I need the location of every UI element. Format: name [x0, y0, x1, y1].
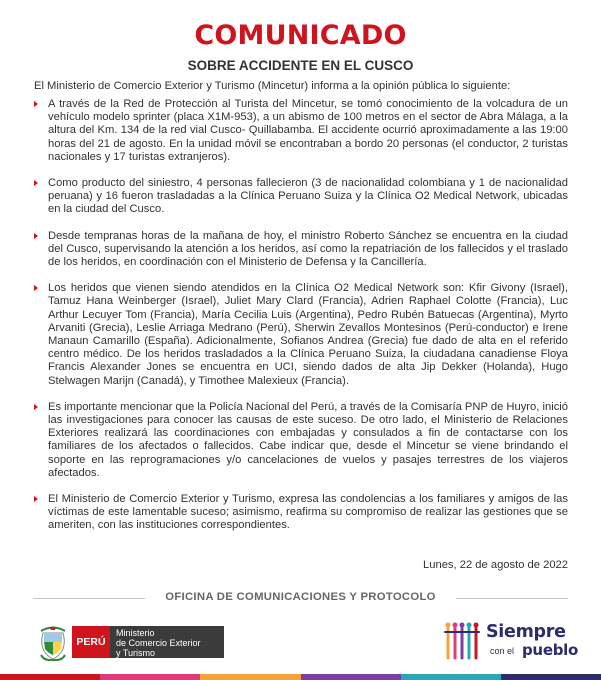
office-signature [0, 590, 601, 606]
coat-of-arms-icon [38, 625, 68, 661]
document-subtitle: SOBRE ACCIDENTE EN EL CUSCO [187, 58, 414, 73]
paragraph-text: A través de la Red de Protección al Turista del Mincetur, se tomó conocimiento de la volcadura de un vehículo modelo sprinter (placa X1M-953), a un abismo de 100 metros en el sector de Abra Málaga, a la altura del Km. 134 de la red vial Cusco- Quillabamba. El accidente ocurrió aproximadamente a las 19:00 horas del 21 de agosto. En la unidad móvil se encontraban a bordo 20 personas (el conductor, 2 turistas nacionales y 17 turistas extranjeros). [48, 98, 568, 163]
statement-paragraph [34, 401, 568, 480]
paragraph-text: Los heridos que vienen siendo atendidos en la Clínica O2 Medical Network son: Kfir Givony (Israel), Tamuz Hana Weinberger (Israel), Juliet Mary Clard (Francia), Adrien Raphael Colotte (Francia), Luc Arthur Lecuyer Tom (Francia), María Cecilia Luis (Argentina), Pedro Rubén Batuecas (Argentina), Myrto Arvaniti (Grecia), Leslie Arriaga Medrano (Perú), Sherwin Zevallos Montesinos (Perú-conductor) e Irene Manaun Camarillo (España). Adicionalmente, Sofianos Andrea (Grecia) fue dado de alta en el referido centro médico. De los heridos trasladados a la Clínica Peruano Suiza, la ciudadana canadiense Floya Francis Alexander Jones se encuentra en UCI, siendo dados de alta Jip Dekker (Holanda), Hugo Stelwagen Marijn (Canadá), y Timothee Malexieux (Francia). [48, 282, 568, 387]
ministry-logo [38, 622, 238, 662]
statement-paragraph [34, 98, 568, 164]
statement-date: Lunes, 22 de agosto de 2022 [423, 559, 568, 571]
color-stripe [0, 674, 601, 680]
people-figures-icon [442, 620, 492, 664]
divider-line [456, 598, 568, 599]
stripe-segment [501, 674, 601, 680]
stripe-segment [0, 674, 100, 680]
stripe-segment [200, 674, 300, 680]
statement-paragraph [34, 282, 568, 388]
stripe-segment [100, 674, 200, 680]
statement-list [34, 98, 568, 546]
bullet-arrow-icon [34, 180, 38, 186]
ministry-line: Ministerio [116, 628, 155, 638]
slogan-small: con el [490, 646, 515, 656]
slogan-logo [442, 620, 578, 664]
bullet-arrow-icon [34, 101, 38, 107]
statement-paragraph [34, 493, 568, 533]
bullet-arrow-icon [34, 404, 38, 410]
bullet-arrow-icon [34, 496, 38, 502]
bullet-arrow-icon [34, 285, 38, 291]
ministry-line: y Turismo [116, 648, 156, 658]
slogan-big: pueblo [522, 641, 578, 659]
peru-label: PERÚ [72, 626, 110, 658]
ministry-line: de Comercio Exterior [116, 638, 201, 648]
stripe-segment [401, 674, 501, 680]
statement-paragraph [34, 230, 568, 270]
document-title: COMUNICADO [194, 20, 407, 51]
intro-text: El Ministerio de Comercio Exterior y Turismo (Mincetur) informa a la opinión pública lo siguiente: [34, 80, 511, 92]
slogan-main: Siempre [486, 622, 566, 642]
office-name: OFICINA DE COMUNICACIONES Y PROTOCOLO [165, 591, 436, 603]
paragraph-text: Desde tempranas horas de la mañana de hoy, el ministro Roberto Sánchez se encuentra en la ciudad del Cusco, supervisando la atención a los heridos, así como la repatriación de los fallecidos y el traslado de los heridos, en coordinación con el Ministerio de Defensa y la Cancillería. [48, 229, 568, 269]
ministry-name [110, 626, 224, 658]
paragraph-text: Como producto del siniestro, 4 personas fallecieron (3 de nacionalidad colombiana y 1 de nacionalidad peruana) y 16 fueron trasladadas a la Clínica Peruano Suiza y la Clínica O2 Medical Network, ubicadas en la ciudad del Cusco. [48, 177, 568, 216]
divider-line [33, 598, 145, 599]
bullet-arrow-icon [34, 233, 38, 239]
paragraph-text: Es importante mencionar que la Policía Nacional del Perú, a través de la Comisaría PNP de Huyro, inició las investigaciones para conocer las causas de este suceso. De otro lado, el Ministerio de Relaciones Exteriores realizará las coordinaciones con embajadas y consulados a fin de contactarse con los familiares de los afectados o fallecidos. Cabe indicar que, desde el Mincetur se viene brindando el soporte en las reprogramaciones y/o cancelaciones de vuelos y pasajes terrestres de los viajeros afectados. [48, 400, 568, 479]
paragraph-text: El Ministerio de Comercio Exterior y Turismo, expresa las condolencias a los familiares y amigos de las víctimas de este lamentable suceso; asimismo, reafirma su compromiso de realizar las gestiones que se ameriten, con las instituciones correspondientes. [48, 493, 568, 532]
statement-paragraph [34, 177, 568, 217]
stripe-segment [301, 674, 401, 680]
